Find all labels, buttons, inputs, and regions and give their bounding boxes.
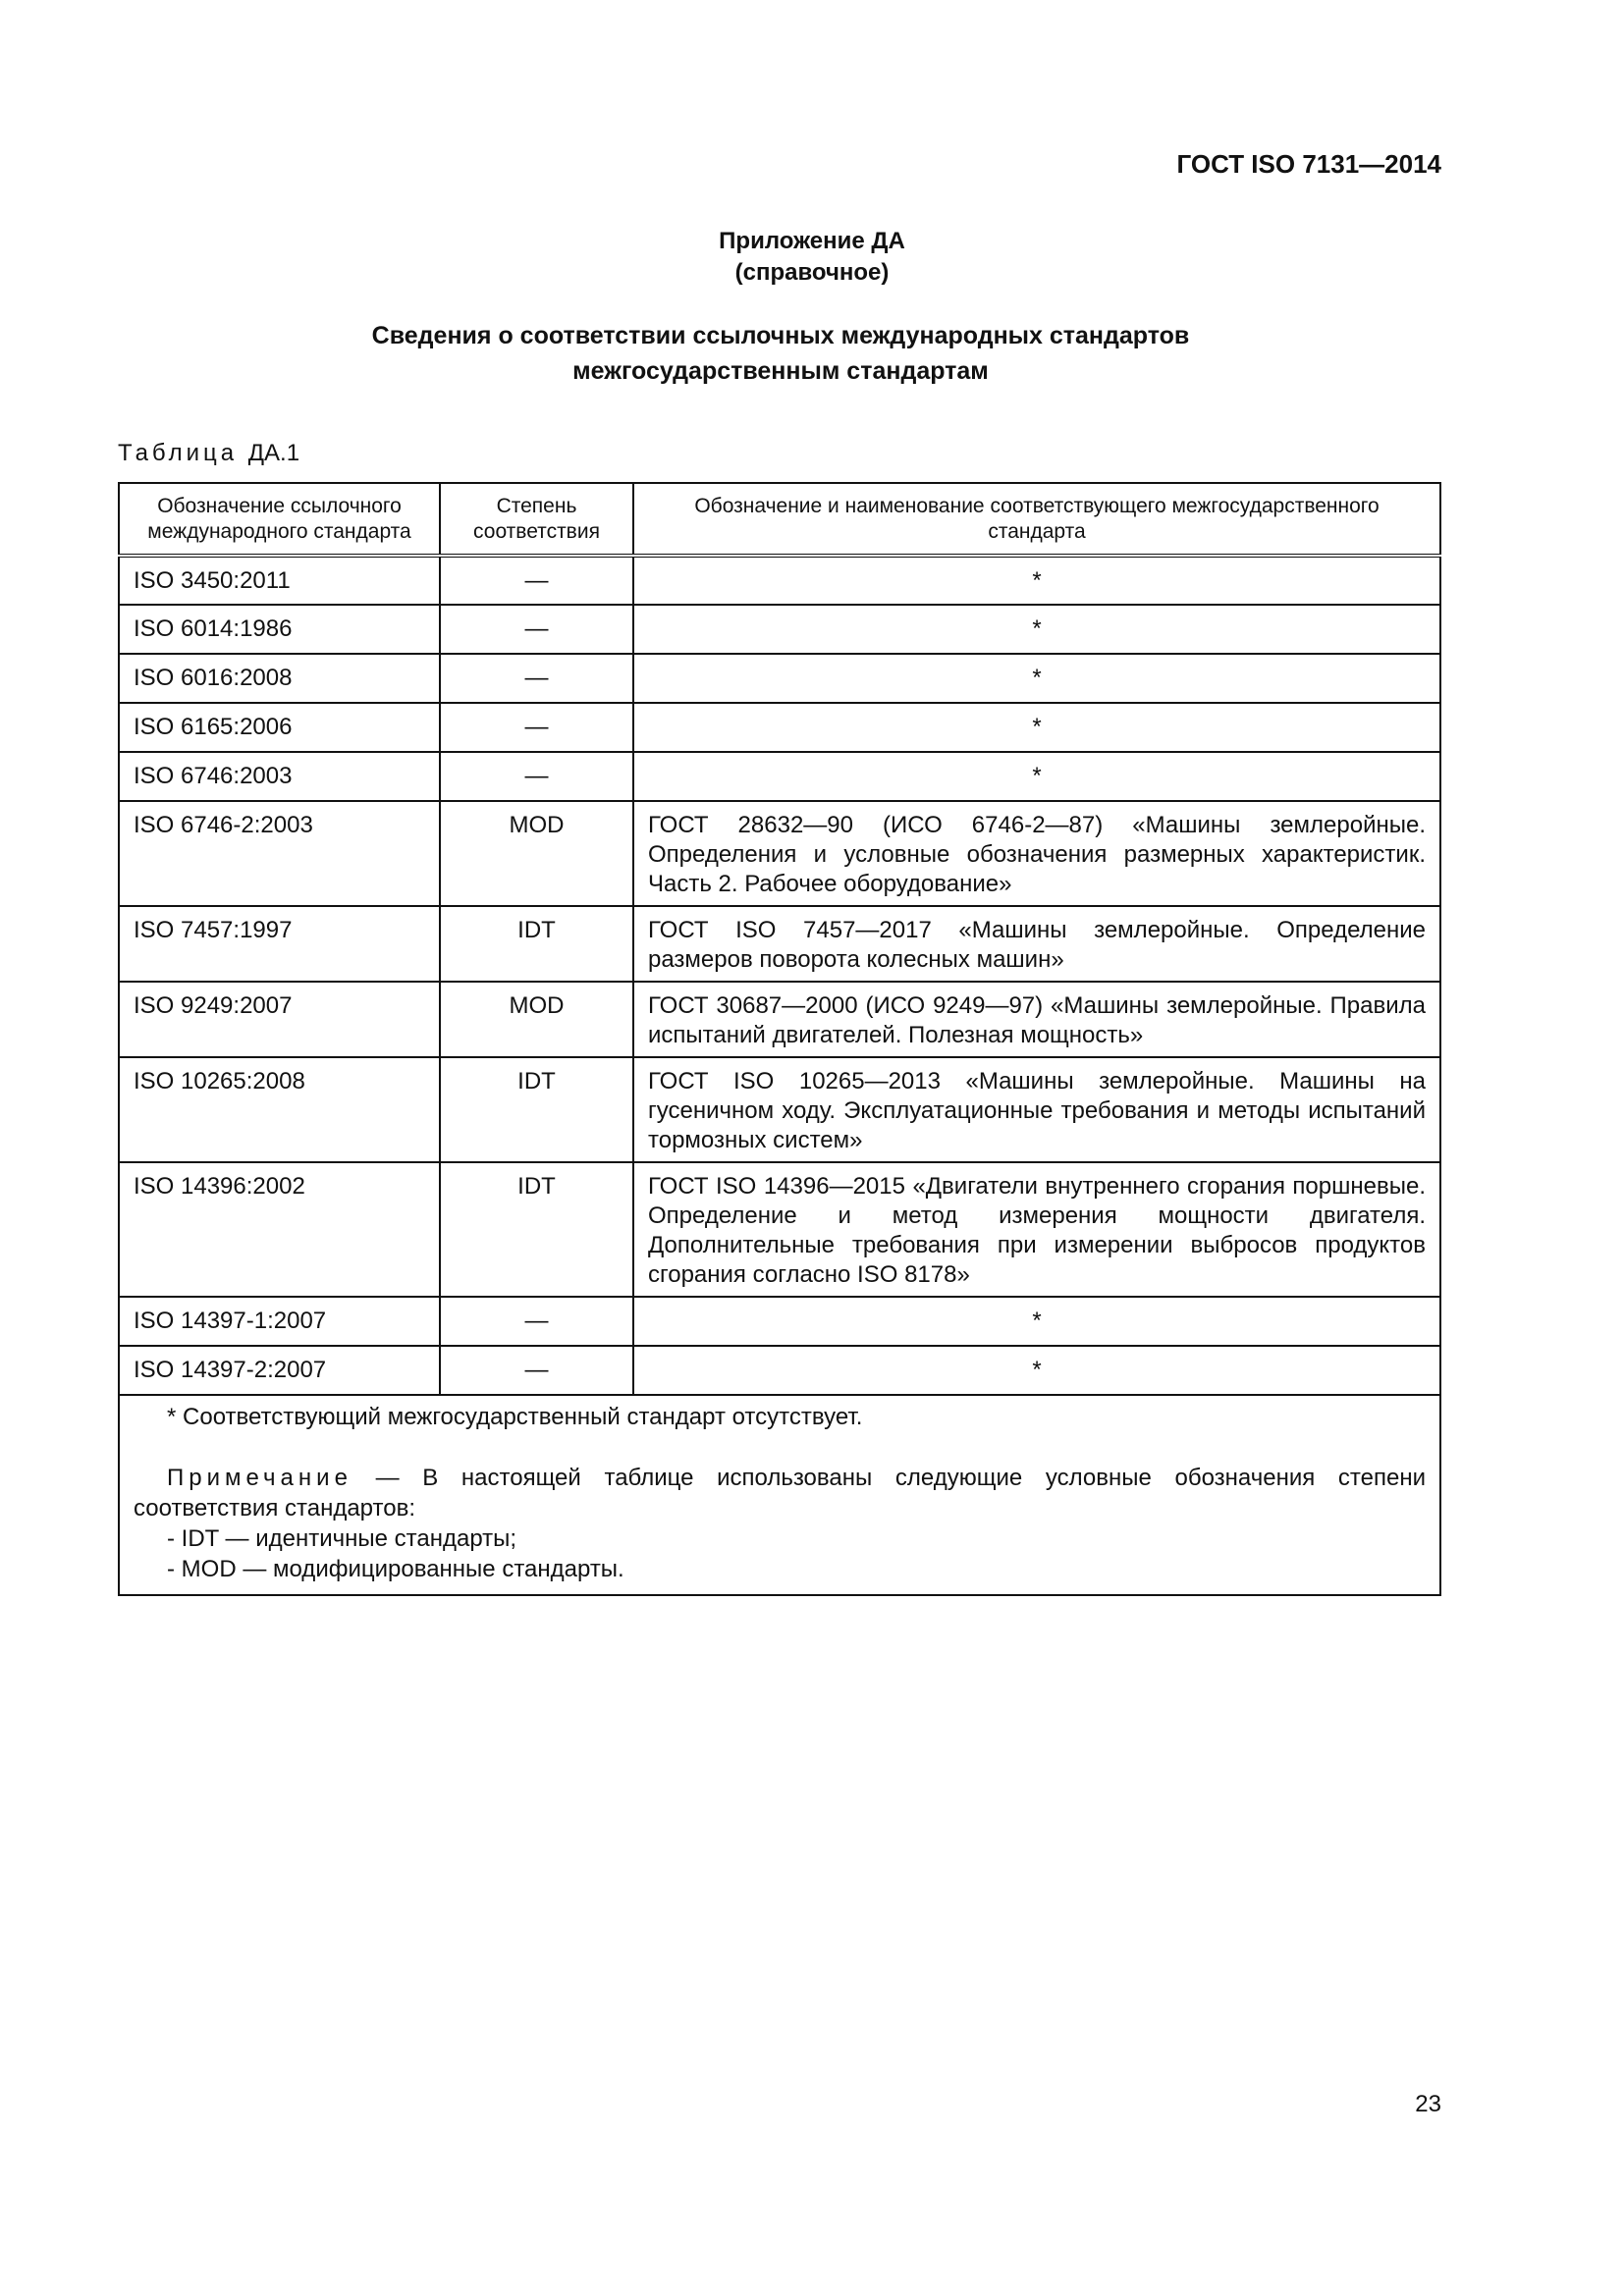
table-row bbox=[119, 906, 1440, 982]
header-cell: Обозначение и наименование соответствующего межгосударственного стандарта bbox=[633, 483, 1440, 556]
interstate-standard-cell: * bbox=[633, 752, 1440, 801]
table-notes bbox=[119, 1395, 1440, 1595]
table-row bbox=[119, 703, 1440, 752]
degree-cell: IDT bbox=[440, 1162, 633, 1297]
ref-standard-cell: ISO 9249:2007 bbox=[119, 982, 440, 1057]
degree-cell: — bbox=[440, 556, 633, 605]
ref-standard-cell: ISO 6746-2:2003 bbox=[119, 801, 440, 906]
ref-standard-cell: ISO 14397-1:2007 bbox=[119, 1297, 440, 1346]
interstate-standard-cell: * bbox=[633, 654, 1440, 703]
degree-cell: — bbox=[440, 605, 633, 654]
ref-standard-cell: ISO 7457:1997 bbox=[119, 906, 440, 982]
document-id: ГОСТ ISO 7131—2014 bbox=[1176, 149, 1441, 179]
appendix-title: Приложение ДА bbox=[719, 228, 905, 254]
degree-cell: — bbox=[440, 752, 633, 801]
header-cell: Обозначение ссылочного международного стандарта bbox=[119, 483, 440, 556]
standards-table bbox=[118, 482, 1441, 1596]
degree-cell: — bbox=[440, 703, 633, 752]
ref-standard-cell: ISO 14396:2002 bbox=[119, 1162, 440, 1297]
degree-cell: IDT bbox=[440, 906, 633, 982]
ref-standard-cell: ISO 6014:1986 bbox=[119, 605, 440, 654]
table-caption-label: Таблица bbox=[118, 440, 239, 466]
table-row bbox=[119, 654, 1440, 703]
table-header-row bbox=[119, 483, 1440, 556]
page-number: 23 bbox=[1415, 2091, 1441, 2117]
note-paragraph bbox=[134, 1463, 1426, 1523]
interstate-standard-cell: * bbox=[633, 605, 1440, 654]
ref-standard-cell: ISO 10265:2008 bbox=[119, 1057, 440, 1162]
note-label: Примечание bbox=[167, 1465, 352, 1491]
note-item: - MOD — модифицированные стандарты. bbox=[167, 1556, 624, 1582]
note-text: — В настоящей таблице использованы следующие условные обозначения степени соответствия стандартов: bbox=[134, 1465, 1426, 1522]
ref-standard-cell: ISO 3450:2011 bbox=[119, 556, 440, 605]
footnote: * Соответствующий межгосударственный стандарт отсутствует. bbox=[167, 1404, 863, 1430]
degree-cell: MOD bbox=[440, 801, 633, 906]
table-caption-number: ДА.1 bbox=[247, 440, 300, 466]
interstate-standard-cell: ГОСТ ISO 7457—2017 «Машины землеройные. Определение размеров поворота колесных машин» bbox=[633, 906, 1440, 982]
degree-cell: IDT bbox=[440, 1057, 633, 1162]
ref-standard-cell: ISO 6165:2006 bbox=[119, 703, 440, 752]
interstate-standard-cell: ГОСТ 28632—90 (ИСО 6746-2—87) «Машины землеройные. Определения и условные обозначения размерных характеристик. Часть 2. Рабочее оборудование» bbox=[633, 801, 1440, 906]
ref-standard-cell: ISO 6746:2003 bbox=[119, 752, 440, 801]
interstate-standard-cell: ГОСТ 30687—2000 (ИСО 9249—97) «Машины землеройные. Правила испытаний двигателей. Полезная мощность» bbox=[633, 982, 1440, 1057]
table-row bbox=[119, 1297, 1440, 1346]
table-row bbox=[119, 605, 1440, 654]
ref-standard-cell: ISO 6016:2008 bbox=[119, 654, 440, 703]
section-title-line2: межгосударственным стандартам bbox=[572, 357, 989, 385]
table-row bbox=[119, 1162, 1440, 1297]
interstate-standard-cell: * bbox=[633, 703, 1440, 752]
appendix-subtitle: (справочное) bbox=[734, 259, 890, 286]
degree-cell: — bbox=[440, 1297, 633, 1346]
interstate-standard-cell: ГОСТ ISO 14396—2015 «Двигатели внутреннего сгорания поршневые. Определение и метод измерения мощности двигателя. Дополнительные требования при измерении выбросов продуктов сгорания согласно ISO 8178» bbox=[633, 1162, 1440, 1297]
table-row bbox=[119, 1057, 1440, 1162]
table-row bbox=[119, 982, 1440, 1057]
note-item: - IDT — идентичные стандарты; bbox=[167, 1525, 517, 1552]
section-title-line1: Сведения о соответствии ссылочных международных стандартов bbox=[371, 322, 1190, 349]
degree-cell: — bbox=[440, 654, 633, 703]
degree-cell: MOD bbox=[440, 982, 633, 1057]
table-row bbox=[119, 801, 1440, 906]
interstate-standard-cell: * bbox=[633, 556, 1440, 605]
interstate-standard-cell: * bbox=[633, 1346, 1440, 1395]
table-row bbox=[119, 1346, 1440, 1395]
ref-standard-cell: ISO 14397-2:2007 bbox=[119, 1346, 440, 1395]
table-caption bbox=[118, 440, 299, 467]
interstate-standard-cell: ГОСТ ISO 10265—2013 «Машины землеройные. Машины на гусеничном ходу. Эксплуатационные требования и методы испытаний тормозных систем» bbox=[633, 1057, 1440, 1162]
header-cell: Степень соответствия bbox=[440, 483, 633, 556]
table-row bbox=[119, 752, 1440, 801]
table-row bbox=[119, 556, 1440, 605]
interstate-standard-cell: * bbox=[633, 1297, 1440, 1346]
degree-cell: — bbox=[440, 1346, 633, 1395]
